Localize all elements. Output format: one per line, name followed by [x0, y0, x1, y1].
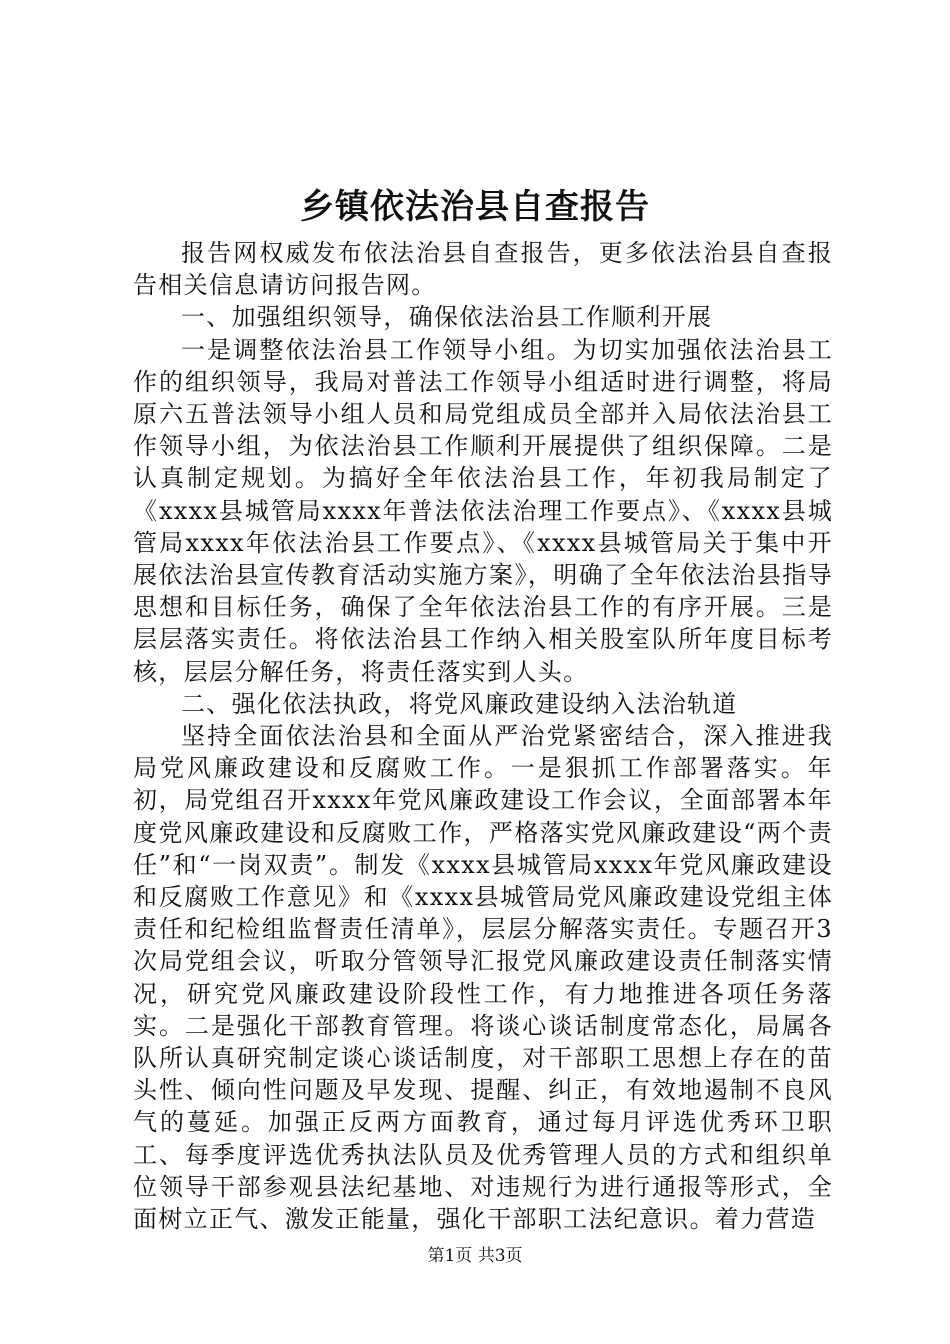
document-title: 乡镇依法治县自查报告 [300, 187, 650, 227]
intro-paragraph: 报告网权威发布依法治县自查报告，更多依法治县自查报告相关信息请访问报告网。 [133, 239, 833, 300]
section-heading-1: 一、加强组织领导，确保依法治县工作顺利开展 [181, 303, 713, 332]
document-body [133, 237, 833, 1235]
page-number-footer: 第1页 共3页 [427, 1246, 523, 1266]
section-2-paragraph: 坚持全面依法治县和全面从严治党紧密结合，深入推进我局党风廉政建设和反腐败工作。一是狠抓工作部署落实。年初，局党组召开xxxx年党风廉政建设工作会议，全面部署本年度党风廉政建设和反腐败工作，严格落实党风廉政建设“两个责任”和“一岗双责”。制发《xxxx县城管局xxxx年党风廉政建设和反腐败工作意见》和《xxxx县城管局党风廉政建设党组主体责任和纪检组监督责任清单》，层层分解落实责任。专题召开3次局党组会议，听取分管领导汇报党风廉政建设责任制落实情况，研究党风廉政建设阶段性工作，有力地推进各项任务落实。二是强化干部教育管理。将谈心谈话制度常态化，局属各队所认真研究制定谈心谈话制度，对干部职工思想上存在的苗头性、倾向性问题及早发现、提醒、纠正，有效地遏制不良风气的蔓延。加强正反两方面教育，通过每月评选优秀环卫职工、每季度评选优秀执法队员及优秀管理人员的方式和组织单位领导干部参观县法纪基地、对违规行为进行通报等形式，全面树立正气、激发正能量，强化干部职工法纪意识。着力营造 [133, 722, 833, 1234]
section-1-paragraph: 一是调整依法治县工作领导小组。为切实加强依法治县工作的组织领导，我局对普法工作领导小组适时进行调整，将局原六五普法领导小组人员和局党组成员全部并入局依法治县工作领导小组，为依法治县工作顺利开展提供了组织保障。二是认真制定规划。为搞好全年依法治县工作，年初我局制定了《xxxx县城管局xxxx年普法依法治理工作要点》、《xxxx县城管局xxxx年依法治县工作要点》、《xxxx县城管局关于集中开展依法治县宣传教育活动实施方案》，明确了全年依法治县指导思想和目标任务，确保了全年依法治县工作的有序开展。三是层层落实责任。将依法治县工作纳入相关股室队所年度目标考核，层层分解任务，将责任落实到人头。 [133, 335, 833, 686]
section-heading-2: 二、强化依法执政，将党风廉政建设纳入法治轨道 [181, 689, 738, 718]
